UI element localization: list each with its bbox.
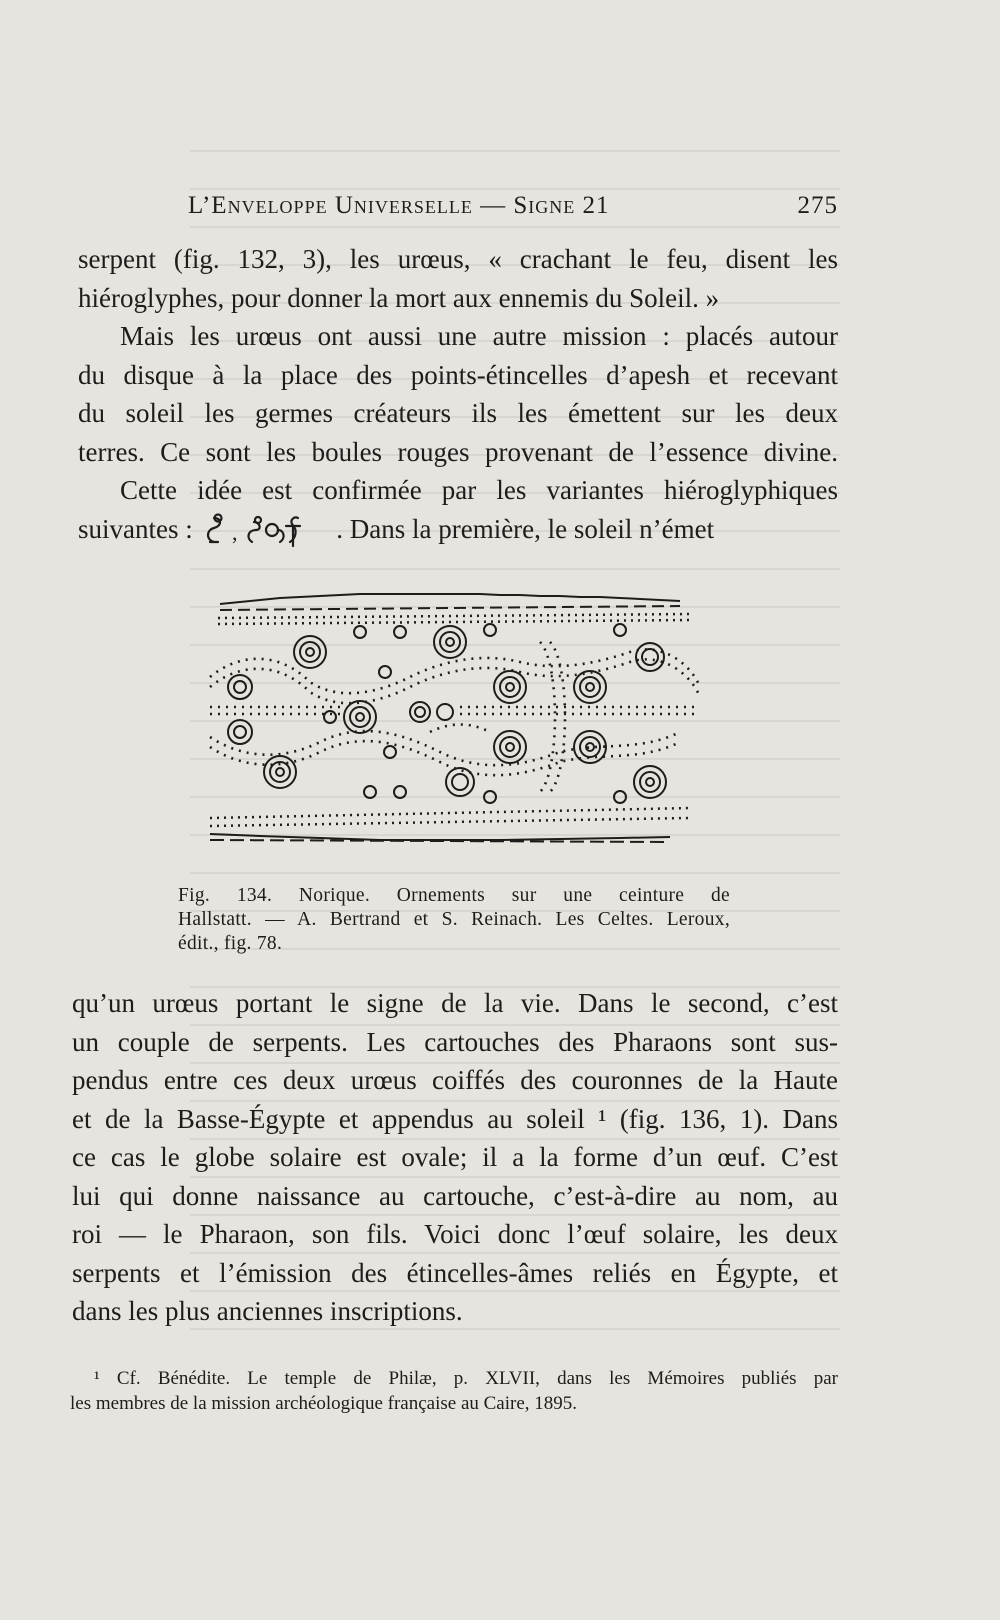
text-line: qu’un urœus portant le signe de la vie. Dans le second, c’est: [72, 988, 838, 1018]
text-line: serpent (fig. 132, 3), les urœus, « crachant le feu, disent les: [78, 244, 838, 274]
figure-caption: [178, 884, 730, 956]
text-line: Mais les urœus ont aussi une autre mission : placés autour: [120, 321, 838, 351]
text-line: du soleil les germes créateurs ils les émettent sur les deux: [78, 398, 838, 428]
page-number: 275: [797, 192, 838, 219]
paragraph-top: [78, 240, 838, 550]
text-line: un couple de serpents. Les cartouches des Pharaons sont sus-: [72, 1026, 838, 1057]
text-line: roi — le Pharaon, son fils. Voici donc l’œuf solaire, les deux: [72, 1219, 838, 1249]
text-line: terres. Ce sont les boules rouges provenant de l’essence divine.: [78, 436, 838, 467]
svg-text:,: ,: [231, 520, 237, 546]
text-line: serpents et l’émission des étincelles-âmes reliés en Égypte, et: [72, 1257, 838, 1288]
text-line: et de la Basse-Égypte et appendus au soleil ¹ (fig. 136, 1). Dans: [72, 1103, 838, 1134]
text-line: lui qui donne naissance au cartouche, c’est-à-dire au nom, au: [72, 1180, 838, 1211]
running-head-title: L’Enveloppe Universelle — Signe 21: [188, 192, 610, 219]
text-line: Cette idée est confirmée par les variantes hiéroglyphiques: [120, 475, 838, 505]
footnote: [70, 1366, 838, 1416]
hieroglyph-variants-icon: [200, 512, 330, 550]
text-line: du disque à la place des points-étincelles d’apesh et recevant: [78, 359, 838, 390]
caption-line: Fig. 134. Norique. Ornements sur une ceinture de: [178, 885, 730, 906]
caption-line: édit., fig. 78.: [178, 933, 283, 954]
text-line: dans les plus anciennes inscriptions.: [72, 1296, 463, 1326]
caption-line: Hallstatt. — A. Bertrand et S. Reinach. Les Celtes. Leroux,: [178, 909, 730, 930]
footnote-line: les membres de la mission archéologique française au Caire, 1895.: [70, 1393, 578, 1414]
belt-ornament-figure: [200, 582, 730, 872]
text-line: hiéroglyphes, pour donner la mort aux ennemis du Soleil. »: [78, 282, 720, 313]
footnote-line: ¹ Cf. Bénédite. Le temple de Philæ, p. XLVII, dans les Mémoires publiés par: [94, 1368, 838, 1389]
text-fragment: . Dans la première, le soleil n’émet: [336, 513, 715, 544]
text-line-with-glyphs: [78, 510, 838, 551]
text-fragment: suivantes :: [78, 513, 193, 544]
running-head: [188, 192, 838, 220]
paragraph-bottom: [72, 984, 838, 1331]
text-line: pendus entre ces deux urœus coiffés des couronnes de la Haute: [72, 1065, 838, 1095]
text-line: ce cas le globe solaire est ovale; il a la forme d’un œuf. C’est: [72, 1142, 838, 1172]
